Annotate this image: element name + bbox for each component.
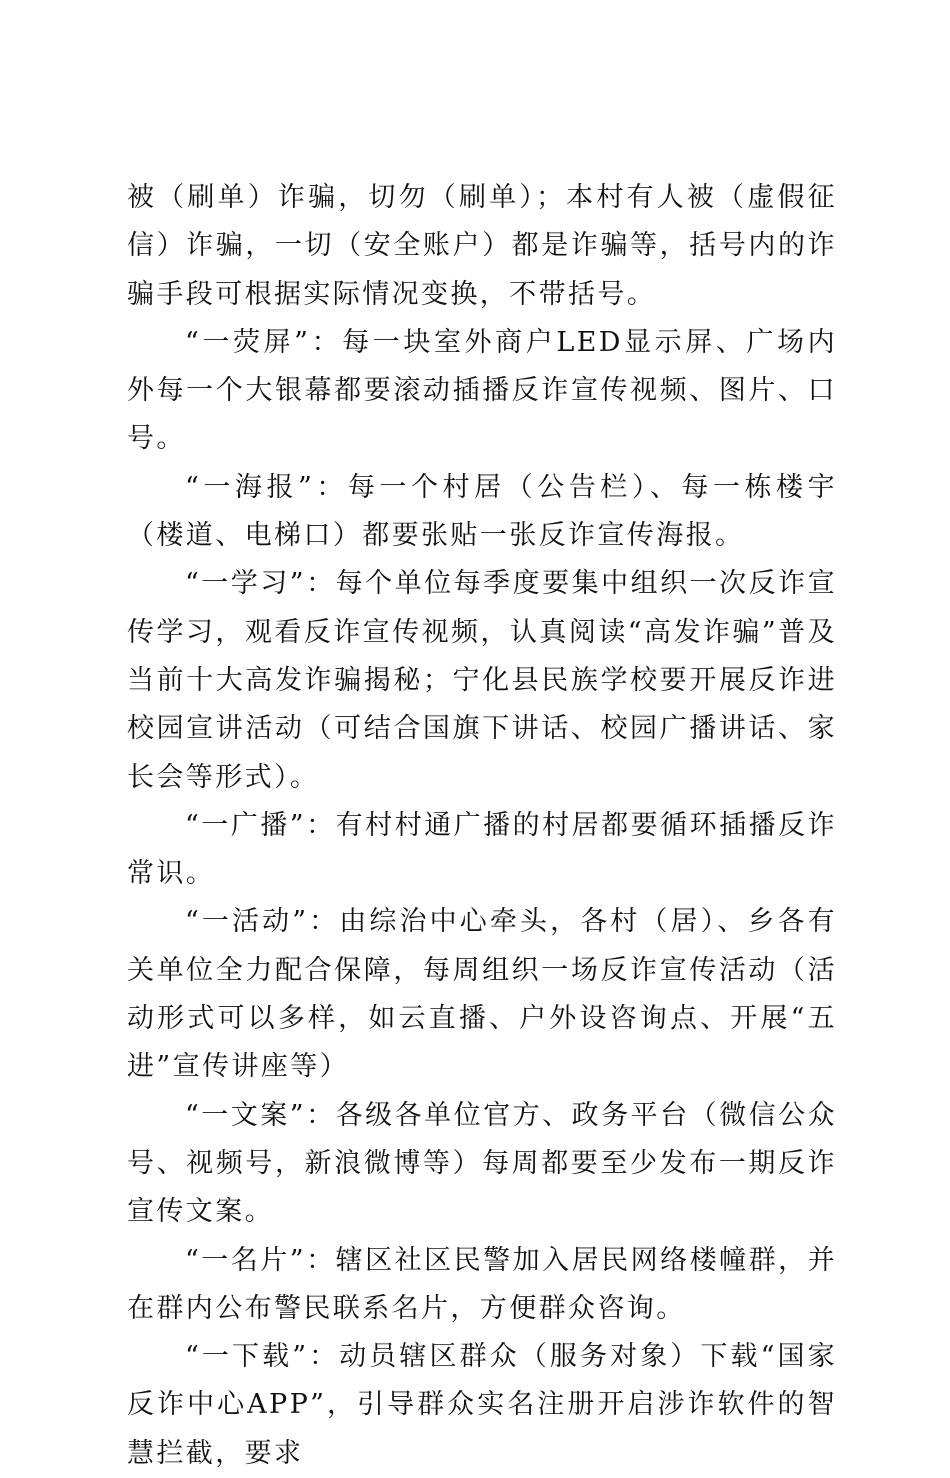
paragraph-screen: “一荧屏”：每一块室外商户LED显示屏、广场内外每一个大银幕都要滚动插播反诈宣传视频、图片、口号。 (127, 326, 837, 455)
paragraph-study: “一学习”：每个单位每季度要集中组织一次反诈宣传学习，观看反诈宣传视频，认真阅读“高发诈骗”普及当前十大高发诈骗揭秘；宁化县民族学校要开展反诈进校园宣讲活动（可结合国旗下讲话、校园广播讲话、家长会等形式）。 (127, 568, 837, 793)
paragraph-business-card: “一名片”：辖区社区民警加入居民网络楼幢群，并在群内公布警民联系名片，方便群众咨询。 (127, 1244, 837, 1324)
paragraph-broadcast: “一广播”：有村村通广播的村居都要循环插播反诈常识。 (127, 809, 837, 890)
document-body (127, 174, 837, 1478)
paragraph-activity: “一活动”：由综治中心牵头，各村（居）、乡各有关单位全力配合保障，每周组织一场反诈宣传活动（活动形式可以多样，如云直播、户外设咨询点、开展“五进”宣传讲座等） (127, 906, 837, 1083)
paragraph-continuation: 被（刷单）诈骗，切勿（刷单）；本村有人被（虚假征信）诈骗，一切（安全账户）都是诈骗等，括号内的诈骗手段可根据实际情况变换，不带括号。 (127, 182, 837, 310)
paragraph-poster: “一海报”：每一个村居（公告栏）、每一栋楼宇（楼道、电梯口）都要张贴一张反诈宣传海报。 (127, 471, 837, 552)
paragraph-download: “一下载”：动员辖区群众（服务对象）下载“国家反诈中心APP”，引导群众实名注册开启涉诈软件的智慧拦截，要求 (127, 1341, 837, 1469)
paragraph-copywriting: “一文案”：各级各单位官方、政务平台（微信公众号、视频号，新浪微博等）每周都要至少发布一期反诈宣传文案。 (127, 1099, 837, 1228)
